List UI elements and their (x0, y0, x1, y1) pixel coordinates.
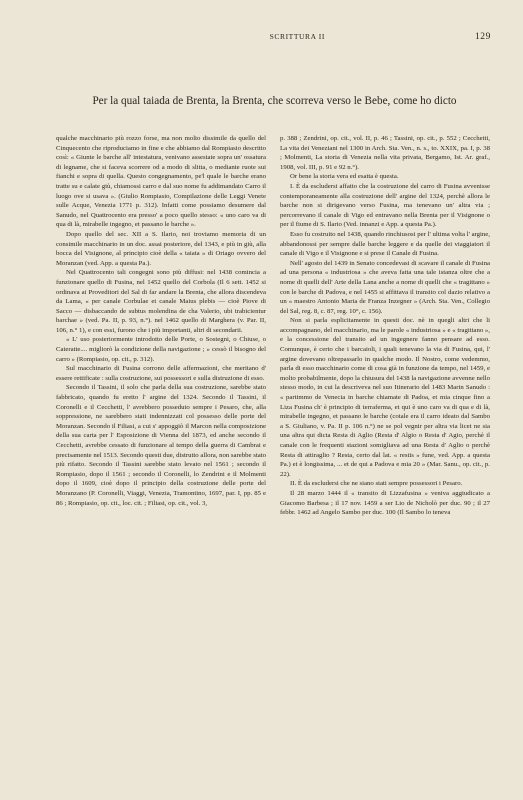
paragraph: Secondo il Tassini, il solo che parla della sua costruzione, sarebbe stato fabbricato, quando fu eretto l' argine del 1324. Secondo il Tassini, il Coronelli e il Cecchetti, l' avrebbero posseduto sempre i Pesaro, che, alla soppressione, ne sarebbero stati indennizzati col possesso delle porte del Moranzan. Secondo il Filiasi, a cui s' appoggiò il Marcon nella composizione della sua carta per l' Esposizione di Vienna del 1873, ed anche secondo il Cecchetti, avrebbe cessato di funzionare al tempo della guerra di Cambrai e precisamente nel 1513. Secondo questi due, distrutto allora, non sarebbe stato più rifatto. Secondo il Tassini sarebbe stato levato nel 1561 ; secondo il Rompiasio, dopo il 1561 ; secondo il Coronelli, lo Zendrini e il Molmenti dopo il 1609, cioè dopo il principio della costruzione delle porte del Moranzano (P. Coronelli, Viaggi, Venezia, Tramontino, 1697, par. I, pp. 85 e 86 ; Rompiasio, op. cit., loc. cit. ; Filiasi, op. cit., vol. 3, (56, 384, 266, 507)
running-header (60, 32, 491, 42)
page-number: 129 (474, 32, 491, 42)
paragraph: Dopo quello del sec. XII a S. Ilario, noi troviamo memoria di un consimile macchinario in un doc. assai posteriore, del 1343, e più in giù, alla bocca del Visignone, al principio cioè della « taiata » di Oriago ovvero del Moranzan (ved. App. a questa Pa.). (56, 230, 266, 267)
paragraph: Sul macchinario di Fusina corrono delle affermazioni, che meritano d' essere rettificate : sulla costruzione, sui possessori e sulla distruzione di esso. (56, 365, 266, 382)
paragraph: qualche macchinario più rozzo forse, ma non molto dissimile da quello del Cinquecento che riproduciamo in fine e che abbiamo dal Rompiasio descritto così: « Giunte le barche all' intestatura, venivano assestate sopra un' ossatura di legname, che si faceva scorrere od a modo di slitta, o mediante ruote sui fianchi e sopra di quella. Questo congegnamento, pe'l quale le barche erano tratte su e calate giù, chiamossi carro e dal suo nome fu addimandato Carro il luogo ove si usava ». (Giulio Rompiasio, Compilazione delle Leggi Venete sulle Acque, Venezia 1771 p. 312). Infatti come possiamo desumere dal Sanudo, nel Quattrocento era presso' a poco quello stesso: « uno caro va di qua di là, mirabelle ingegno, et passano le barche ». (56, 135, 266, 229)
paragraph: I. È da escludersi affatto che la costruzione del carro di Fusina avvenisse contemporaneamente alla costruzione dell' argine del 1324, perchè allora le barche non si dirigevano verso Fusina, ma tenevano un' altra via ; percorrevano il canale di Vigo ed entravano nella Brenta per il Visignone o per il fiume di S. Ilario (Ved. innanzi e App. a questa Pa.). (280, 182, 490, 229)
paragraph: Or bene la storia vera ed esatta è questa. (290, 173, 399, 181)
left-column (56, 134, 266, 518)
paragraph: Nel Quattrocento tali congegni sono più diffusi: nel 1438 comincia a funzionare quello di Fusina, nel 1452 quello del Corbola (Il 6 sett. 1452 si ordinava ai Proveditori del Sal di far andare la Brenta, che allora discendeva da Lama, « per canale Corbulae et canale Maius plebis — cioè Piove di Sacco — disbaccando de subtus molendina de cha Valerio, ubi trabicientur barchae » (ved. Pa. II, p. 93, n.°). nel 1462 quello di Marghera (v. Par. II, 106, n.° 1), e con essi, furono che i più importanti, altri di secondarii. (56, 269, 266, 334)
paragraph: Il 28 marzo 1444 il « transito di Lizzafusina » veniva aggiudicato a Giacomo Barbesa ; il 17 nov. 1459 a ser Lio de Nicholò per duc. 90 ; il 27 febbr. 1462 ad Angelo Sambo per duc. 100 (Il Sambo lo teneva (280, 489, 490, 517)
paragraph: Esso fu costruito nel 1438, quando rinchiusosi per l' ultima volta l' argine, abbandonossi per sempre dalle barche leggere e da quelle dei viaggiatori il canale di Vigo e il Visignone e si prese il Canale di Fusina. (280, 230, 490, 258)
right-column (280, 134, 490, 518)
paragraph: II. È da escludersi che ne siano stati sempre possessori i Pesaro. (290, 480, 463, 488)
section-title: SCRITTURA II (269, 32, 325, 41)
caption-line: Per la qual taiada de Brenta, la Brenta, che scorreva verso le Bebe, come ho dicto (92, 95, 457, 107)
paragraph: Nell' agosto del 1439 in Senato concedevasi di scavare il canale di Fusina ad una persona « industriosa » che aveva fatta una tale istanza oltre che a nome di quelli dell' Arte della Lana anche a nome di quelli che « tragittano » con le barche di Padova, e nel 1455 si affittava il transito col dazio relativo a un « maestro Antonio Maria de Franza Inzegner » (Arch. Sta. Ven., Collegio del Sal, reg. 8, c. 87, reg. 10°, c. 156). (280, 259, 490, 315)
paragraph: « L' uso posteriormente introdotto delle Porte, o Sostegni, o Chiuse, o Cateratte.... migliorò la condizione della navigazione ; » cessò il bisogno del carro » (Rompiasio, op. cit., p. 312). (56, 336, 266, 363)
text-columns (56, 134, 490, 518)
paragraph: Non si parla esplicitamente in questi doc. nè in quegli altri che li accompagnano, del macchinario, ma le parole « industriosa » e « tragittano », e la concessione del transito ad un ingegnere fanno pensare ad esso. Comunque, è certo che i barcaioli, i quali tenevano la via di Fusina, qui, l' argine dovevano oltrepassarlo in qualche modo. Il Nostro, come vedemmo, parla di esso macchinario come di cosa già in funzione da tempo, nel 1459, e molto probabilmente, dopo la chiusura del 1438 la navigazione avvenne nello stesso modo, in cui la descriveva nel suo Itinerario del 1483 Marin Sanudo : « partimmo de Venecia in barche chiamate di Padoa, et mia cinque fino a Liza Fusina ch' è principio di terraferma, et qui è uno caro va di qua e di là, mirabelle ingegno, et passano le barche (cotale era il carro ideato dal Sambo a S. Giuliano, v. Pa. II p. 106 n.°) ne se pol vegnir per altra via licet ne sia una altra qui dicta Resta di Aglio (Resta d' Algio o Resta d' Agio, perchè il canale con le frequenti stazioni somigliava ad una Resta d' Aglio o perchè Resta di attiraglio ? Resta, certo dal lat. « restis » fune, ved. App. a questa Pa.) et è longissima, ... et de qui a Padova e mia 20 » (Mar. Sanu., op. cit., p. 22). (280, 317, 490, 478)
paragraph: p. 388 ; Zendrini, op. cit., vol. II, p. 46 ; Tassini, op. cit., p. 552 ; Cecchetti, La vita dei Veneziani nel 1300 in Arch. Sta. Ven., n. s., to. XXIX, pa. I, p. 38 ; Molmenti, La storia di Venezia nella vita privata, Bergamo, Ist. Ar. graf., 1908, vol. III, p. 91 e 92 n.°). (280, 135, 490, 171)
